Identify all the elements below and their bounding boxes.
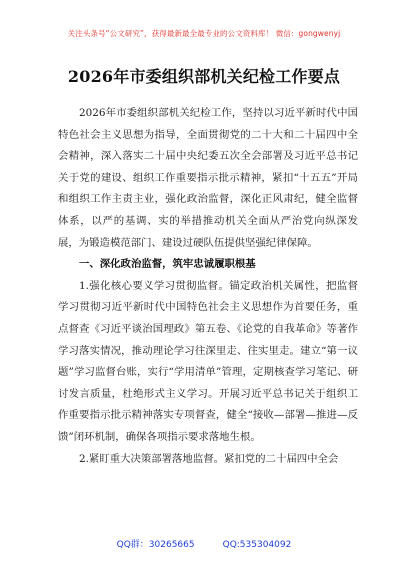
item-paragraph-2: 2.紧盯重大决策部署落地监督。紧扣党的二十届四中全会 — [79, 452, 339, 465]
promo-banner: 关注头条号“公文研究”，获得最新最全最专业的公文资料库！ 微信：gongwenyj — [67, 29, 341, 38]
footer-contact — [0, 537, 408, 550]
document-body — [58, 103, 358, 470]
footer-qq-number: QQ:535304092 — [222, 540, 292, 550]
section-heading: 一、深化政治监督，筑牢忠诚履职根基 — [79, 258, 256, 271]
footer-qq-group: QQ群：30265665 — [116, 540, 195, 550]
document-title: 2026年市委组织部机关纪检工作要点 — [67, 67, 341, 86]
item-paragraph-1: 1.强化核心要义学习贯彻监督。锚定政治机关属性，把监督学习贯彻习近平新时代中国特色社会主义思想作为首要任务，重点督查《习近平谈治国理政》第五卷、《论党的自我革命》等著作学习落实情况，推动理论学习往深里走、往实里走。建立“第一议题”学习监督台账，实行“学用清单”管理，定期核查学习笔记、研讨发言质量，杜绝形式主义学习。开展习近平总书记关于组织工作重要指示批示精神落实专项督查，健全“接收—部署—推进—反馈”闭环机制，确保各项指示要求落地生根。 — [58, 279, 358, 443]
intro-paragraph: 2026年市委组织部机关纪检工作，坚持以习近平新时代中国特色社会主义思想为指导，全面贯彻党的二十大和二十届四中全会精神，深入落实二十届中央纪委五次全会部署及习近平总书记关于党的建设、组织工作重要指示批示精神，紧扣“十五五”开局和组织工作主责主业，强化政治监督，深化正风肃纪，健全监督体系，以严的基调、实的举措推动机关全面从严治党向纵深发展，为锻造模范部门、建设过硬队伍提供坚强纪律保障。 — [58, 107, 358, 249]
